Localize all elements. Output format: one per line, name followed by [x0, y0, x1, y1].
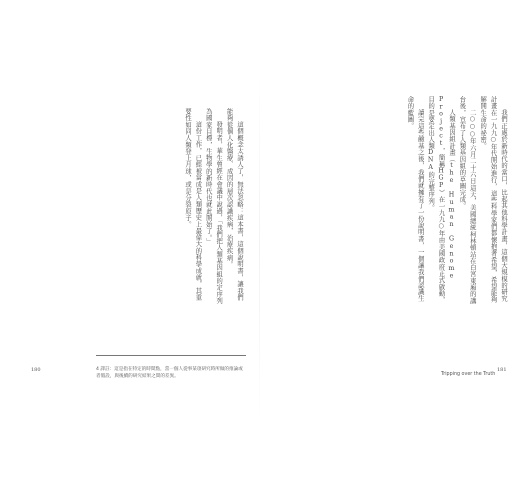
right-paragraph-3: 人類基因組計畫（the Human Genome Project，簡稱HGP）在一九九○年由美國政府正式啟動，目的是要定出人類DNA的完整序列。 [427, 96, 455, 304]
right-page-number: 181 [497, 367, 507, 373]
left-page-body [30, 108, 244, 304]
right-paragraph-4: 讀完這些鹼基之後，我們就擁有了一份說明書，一個讓我們認識生命的藍圖。 [406, 96, 424, 302]
right-paragraph-1: 我們正處於新時代的當口，比起其他科學計畫，這個大規模的研究計畫在一九九○年代開始進行，這些科學家們都懷抱著希望，希望能夠解開生命的祕密。 [479, 96, 507, 303]
left-page-number: 180 [31, 367, 41, 373]
right-paragraph-2: 二○○○年六月二十六日這天，美國總統柯林頓站在白宮東廂的講台後，宣布了人類基因組的草圖完成。 [458, 96, 476, 304]
footnote-rule [96, 355, 246, 356]
footnote: 4 譯註：這是指在特定的時間點，當一個人從事某項研究時所做的推論或者假設，與後續的研究結果之間的差異。 [96, 367, 243, 380]
right-page [260, 0, 520, 500]
left-paragraph-3: 這份工作，已經被當成是人類歷史上最偉大的科學成就，其重要性如同人類登上月球，或是分裂原子。 [183, 108, 202, 301]
left-paragraph-1: 這個概念太誘人了，無法忽略：這本書，這個說明書，讓我們能夠從個人化醫療、成因的層次認識疾病，治療疾病。 [225, 108, 243, 301]
running-head: Tripping over the Truth [441, 372, 496, 377]
left-paragraph-2: 發明者，華生曾經在會議中說過，「我們把人類基因組的定序列為國家目標，生物學的新時代也就此開始了。」 [204, 108, 223, 304]
right-page-body [296, 96, 508, 306]
